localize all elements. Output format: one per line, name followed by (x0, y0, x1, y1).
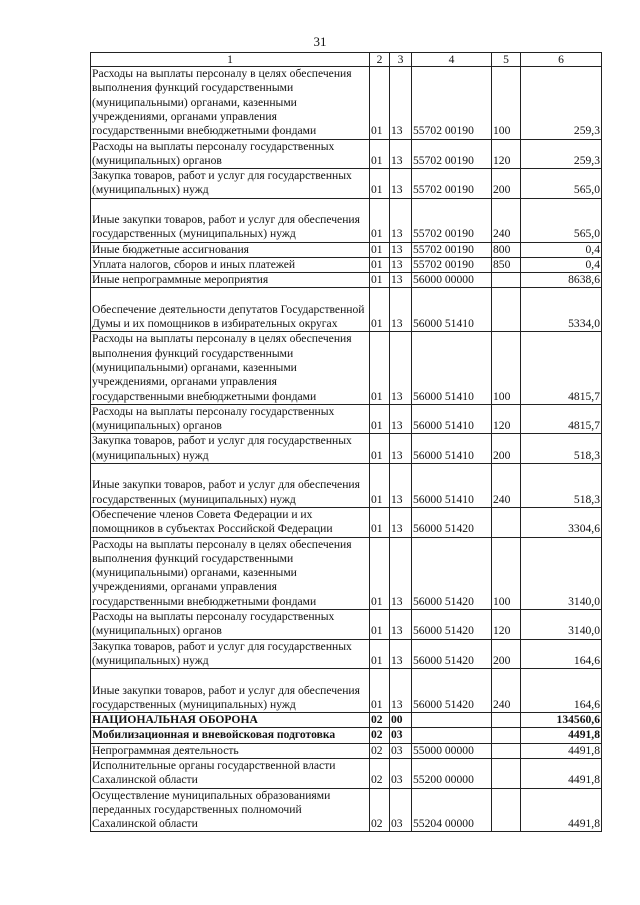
row-target-article-cell: 56000 51410 (412, 288, 492, 332)
row-target-article-cell: 56000 51420 (412, 639, 492, 669)
table-row (91, 288, 602, 332)
row-subsection-cell: 03 (390, 759, 412, 789)
row-expense-type-cell: 120 (492, 404, 521, 434)
row-section-cell: 01 (370, 610, 390, 640)
row-sum-cell: 518,3 (521, 464, 602, 508)
row-sum-cell: 0,4 (521, 257, 602, 272)
table-row (91, 669, 602, 713)
row-sum-cell: 3304,6 (521, 507, 602, 537)
table-row (91, 169, 602, 199)
row-section-cell: 01 (370, 434, 390, 464)
row-subsection-cell: 03 (390, 743, 412, 758)
row-section-cell: 01 (370, 639, 390, 669)
row-subsection-cell: 13 (390, 434, 412, 464)
row-section-cell: 01 (370, 537, 390, 610)
row-sum-cell: 4491,8 (521, 728, 602, 743)
row-subsection-cell: 13 (390, 198, 412, 242)
row-subsection-cell: 13 (390, 507, 412, 537)
table-row (91, 67, 602, 140)
row-section-cell: 02 (370, 713, 390, 728)
row-target-article-cell: 56000 51410 (412, 434, 492, 464)
row-expense-type-cell (492, 743, 521, 758)
row-expense-type-cell (492, 507, 521, 537)
row-subsection-cell: 13 (390, 288, 412, 332)
row-name-cell: Непрограммная деятельность (91, 743, 370, 758)
row-subsection-cell: 13 (390, 610, 412, 640)
row-name-cell: Расходы на выплаты персоналу государственных (муниципальных) органов (91, 610, 370, 640)
row-section-cell: 01 (370, 257, 390, 272)
row-subsection-cell: 13 (390, 332, 412, 405)
row-name-cell: Расходы на выплаты персоналу государственных (муниципальных) органов (91, 139, 370, 169)
header-cell-subsection: 3 (390, 53, 412, 67)
table-row (91, 257, 602, 272)
row-name-cell: Закупка товаров, работ и услуг для государственных (муниципальных) нужд (91, 434, 370, 464)
row-name-cell: Иные непрограммные мероприятия (91, 273, 370, 288)
row-expense-type-cell: 100 (492, 332, 521, 405)
row-name-cell: Иные бюджетные ассигнования (91, 242, 370, 257)
row-section-cell: 01 (370, 242, 390, 257)
table-row (91, 713, 602, 728)
row-section-cell: 01 (370, 198, 390, 242)
table-row (91, 242, 602, 257)
row-expense-type-cell: 200 (492, 639, 521, 669)
row-name-cell: Иные закупки товаров, работ и услуг для обеспечения государственных (муниципальных) нужд (91, 198, 370, 242)
row-target-article-cell: 55702 00190 (412, 139, 492, 169)
row-subsection-cell: 13 (390, 404, 412, 434)
row-target-article-cell: 55000 00000 (412, 743, 492, 758)
budget-table-body (91, 53, 602, 832)
table-row (91, 639, 602, 669)
row-target-article-cell (412, 713, 492, 728)
row-name-cell: Иные закупки товаров, работ и услуг для обеспечения государственных (муниципальных) нужд (91, 464, 370, 508)
row-expense-type-cell: 120 (492, 139, 521, 169)
row-name-cell: Закупка товаров, работ и услуг для государственных (муниципальных) нужд (91, 169, 370, 199)
table-row (91, 273, 602, 288)
row-expense-type-cell (492, 273, 521, 288)
header-cell-expense-type: 5 (492, 53, 521, 67)
table-header-row (91, 53, 602, 67)
row-target-article-cell: 56000 51420 (412, 669, 492, 713)
row-expense-type-cell (492, 728, 521, 743)
table-row (91, 537, 602, 610)
table-row (91, 728, 602, 743)
table-row (91, 759, 602, 789)
row-name-cell: Расходы на выплаты персоналу государственных (муниципальных) органов (91, 404, 370, 434)
table-row (91, 404, 602, 434)
row-expense-type-cell (492, 288, 521, 332)
row-expense-type-cell: 100 (492, 67, 521, 140)
row-target-article-cell: 55204 00000 (412, 788, 492, 832)
row-expense-type-cell (492, 713, 521, 728)
row-sum-cell: 259,3 (521, 139, 602, 169)
row-sum-cell: 4815,7 (521, 332, 602, 405)
row-section-cell: 01 (370, 273, 390, 288)
row-name-cell: Обеспечение членов Совета Федерации и их помощников в субъектах Российской Федерации (91, 507, 370, 537)
header-cell-target-article: 4 (412, 53, 492, 67)
header-cell-name: 1 (91, 53, 370, 67)
row-target-article-cell: 56000 51420 (412, 537, 492, 610)
table-row (91, 198, 602, 242)
row-subsection-cell: 13 (390, 67, 412, 140)
row-target-article-cell: 55702 00190 (412, 198, 492, 242)
row-subsection-cell: 03 (390, 728, 412, 743)
row-sum-cell: 4491,8 (521, 743, 602, 758)
row-section-cell: 02 (370, 788, 390, 832)
row-subsection-cell: 13 (390, 242, 412, 257)
row-subsection-cell: 13 (390, 257, 412, 272)
row-expense-type-cell: 850 (492, 257, 521, 272)
row-section-cell: 02 (370, 759, 390, 789)
table-row (91, 332, 602, 405)
row-name-cell: Закупка товаров, работ и услуг для государственных (муниципальных) нужд (91, 639, 370, 669)
row-target-article-cell: 55200 00000 (412, 759, 492, 789)
row-sum-cell: 3140,0 (521, 537, 602, 610)
row-target-article-cell: 56000 51420 (412, 507, 492, 537)
header-cell-section: 2 (370, 53, 390, 67)
row-target-article-cell: 56000 51410 (412, 404, 492, 434)
row-section-cell: 02 (370, 743, 390, 758)
row-subsection-cell: 13 (390, 639, 412, 669)
row-name-cell: Иные закупки товаров, работ и услуг для обеспечения государственных (муниципальных) нужд (91, 669, 370, 713)
budget-table (90, 52, 602, 832)
row-subsection-cell: 03 (390, 788, 412, 832)
row-section-cell: 01 (370, 464, 390, 508)
row-name-cell: Расходы на выплаты персоналу в целях обеспечения выполнения функций государственными (муниципальными) органами, казенными учреждениями, органами управления государственными внебюджетными фондами (91, 537, 370, 610)
table-row (91, 464, 602, 508)
row-sum-cell: 164,6 (521, 639, 602, 669)
row-name-cell: Обеспечение деятельности депутатов Государственной Думы и их помощников в избирательных округах (91, 288, 370, 332)
row-name-cell: НАЦИОНАЛЬНАЯ ОБОРОНА (91, 713, 370, 728)
row-expense-type-cell: 240 (492, 464, 521, 508)
table-row (91, 139, 602, 169)
row-expense-type-cell: 240 (492, 669, 521, 713)
row-name-cell: Расходы на выплаты персоналу в целях обеспечения выполнения функций государственными (муниципальными) органами, казенными учреждениями, органами управления государственными внебюджетными фондами (91, 332, 370, 405)
row-target-article-cell: 55702 00190 (412, 169, 492, 199)
row-sum-cell: 134560,6 (521, 713, 602, 728)
row-target-article-cell: 56000 00000 (412, 273, 492, 288)
row-sum-cell: 518,3 (521, 434, 602, 464)
row-expense-type-cell: 800 (492, 242, 521, 257)
row-expense-type-cell: 200 (492, 434, 521, 464)
table-row (91, 743, 602, 758)
row-target-article-cell (412, 728, 492, 743)
row-section-cell: 01 (370, 669, 390, 713)
row-sum-cell: 565,0 (521, 198, 602, 242)
row-target-article-cell: 56000 51410 (412, 332, 492, 405)
row-section-cell: 01 (370, 169, 390, 199)
row-target-article-cell: 55702 00190 (412, 242, 492, 257)
header-cell-sum: 6 (521, 53, 602, 67)
row-target-article-cell: 55702 00190 (412, 67, 492, 140)
row-expense-type-cell: 120 (492, 610, 521, 640)
page-number: 31 (313, 34, 327, 49)
row-section-cell: 01 (370, 507, 390, 537)
row-target-article-cell: 55702 00190 (412, 257, 492, 272)
row-sum-cell: 4491,8 (521, 759, 602, 789)
row-subsection-cell: 13 (390, 537, 412, 610)
row-sum-cell: 4491,8 (521, 788, 602, 832)
row-section-cell: 01 (370, 67, 390, 140)
row-name-cell: Исполнительные органы государственной власти Сахалинской области (91, 759, 370, 789)
row-sum-cell: 5334,0 (521, 288, 602, 332)
row-section-cell: 01 (370, 288, 390, 332)
row-section-cell: 01 (370, 332, 390, 405)
table-row (91, 610, 602, 640)
row-section-cell: 01 (370, 139, 390, 169)
row-name-cell: Уплата налогов, сборов и иных платежей (91, 257, 370, 272)
row-sum-cell: 164,6 (521, 669, 602, 713)
row-expense-type-cell: 100 (492, 537, 521, 610)
row-target-article-cell: 56000 51410 (412, 464, 492, 508)
row-expense-type-cell (492, 788, 521, 832)
row-name-cell: Расходы на выплаты персоналу в целях обеспечения выполнения функций государственными (муниципальными) органами, казенными учреждениями, органами управления государственными внебюджетными фондами (91, 67, 370, 140)
table-row (91, 507, 602, 537)
row-subsection-cell: 13 (390, 139, 412, 169)
row-expense-type-cell (492, 759, 521, 789)
row-sum-cell: 4815,7 (521, 404, 602, 434)
row-sum-cell: 0,4 (521, 242, 602, 257)
row-section-cell: 01 (370, 404, 390, 434)
row-sum-cell: 565,0 (521, 169, 602, 199)
row-expense-type-cell: 240 (492, 198, 521, 242)
row-subsection-cell: 13 (390, 169, 412, 199)
row-subsection-cell: 13 (390, 273, 412, 288)
row-name-cell: Мобилизационная и вневойсковая подготовка (91, 728, 370, 743)
row-expense-type-cell: 200 (492, 169, 521, 199)
row-subsection-cell: 00 (390, 713, 412, 728)
row-name-cell: Осуществление муниципальных образованиями переданных государственных полномочий Сахалинской области (91, 788, 370, 832)
row-subsection-cell: 13 (390, 669, 412, 713)
table-row (91, 788, 602, 832)
row-target-article-cell: 56000 51420 (412, 610, 492, 640)
row-sum-cell: 8638,6 (521, 273, 602, 288)
row-subsection-cell: 13 (390, 464, 412, 508)
table-row (91, 434, 602, 464)
row-section-cell: 02 (370, 728, 390, 743)
row-sum-cell: 259,3 (521, 67, 602, 140)
row-sum-cell: 3140,0 (521, 610, 602, 640)
